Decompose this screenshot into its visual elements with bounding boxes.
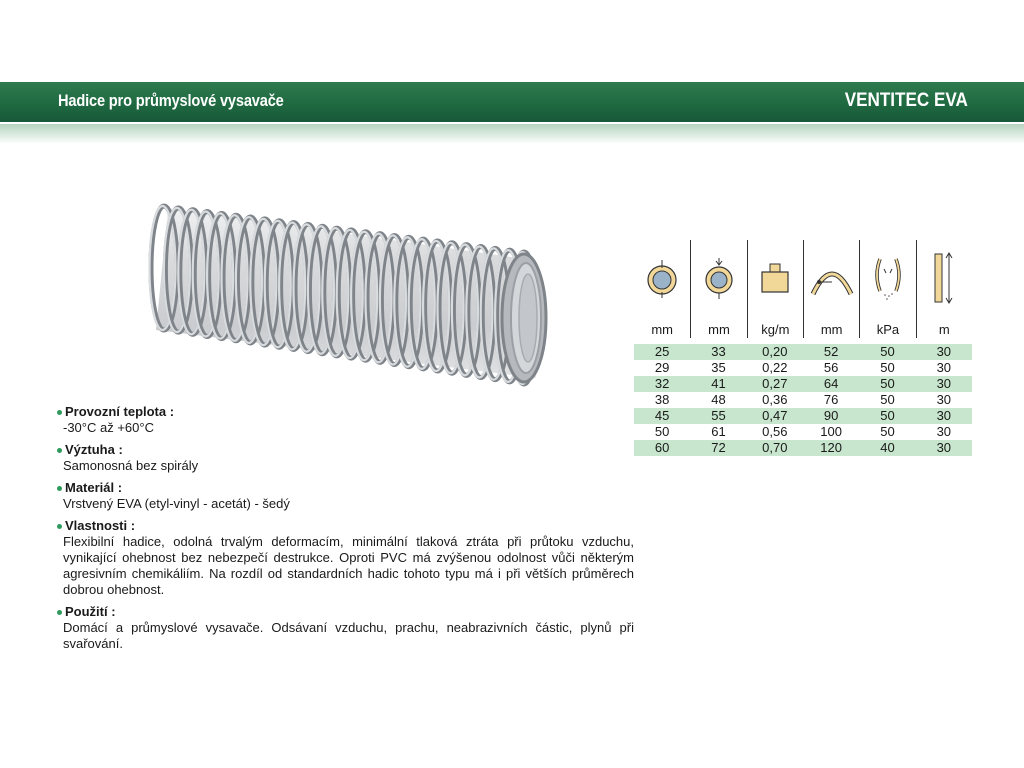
spec-text: Samonosná bez spirály	[63, 458, 199, 473]
table-row	[634, 360, 972, 376]
spec-text: Vrstvený EVA (etyl-vinyl - acetát) - šedý	[63, 496, 290, 511]
table-cell: 0,36	[762, 392, 788, 407]
table-row	[634, 392, 972, 408]
spec-label: Materiál :	[65, 480, 123, 495]
table-cell: 50	[880, 392, 895, 407]
spec-text: -30°C až +60°C	[63, 420, 154, 435]
unit-label: kg/m	[747, 316, 803, 338]
table-cell: 30	[936, 344, 952, 359]
spec-text: Flexibilní hadice, odolná trvalým deformacím, minimální tlaková ztráta při průtoku vzduchu, vynikající ohebnost bez nebezpečí destrukce. Oproti PVC má zvýšenou odolnost vůči některým agresivním chemikáliím. Na rozdíl od standardních hadic tohoto typu má i při větších průměrech dobrou ohebnost.	[63, 534, 634, 597]
bullet-icon	[57, 448, 62, 453]
bullet-icon	[57, 410, 62, 415]
table-cell: 30	[936, 376, 952, 391]
page-title: Hadice pro průmyslové vysavače	[58, 91, 284, 110]
unit-row	[634, 316, 972, 344]
table-cell: 30	[936, 440, 952, 455]
weight-icon	[755, 258, 795, 298]
table-cell: 50	[880, 424, 895, 439]
table-cell: 60	[654, 440, 670, 455]
inner-diameter-icon	[642, 258, 682, 298]
table-row	[634, 440, 972, 456]
unit-label: mm	[651, 322, 673, 337]
table-cell: 120	[820, 440, 842, 455]
table-cell: 25	[654, 344, 670, 359]
table-cell: 0,56	[762, 424, 788, 439]
spec-label: Výztuha :	[65, 442, 123, 457]
table-cell: 50	[880, 408, 895, 423]
bullet-icon	[57, 524, 62, 529]
header-underline	[0, 124, 1024, 144]
spec-properties	[58, 518, 634, 598]
table-cell: 61	[711, 424, 726, 439]
unit-label: mm	[803, 316, 859, 338]
outer-diameter-icon	[699, 256, 739, 300]
length-icon	[929, 248, 959, 308]
table-cell: 76	[823, 392, 839, 407]
dimension-table	[634, 240, 972, 456]
bullet-icon	[57, 486, 62, 491]
unit-label: kPa	[859, 316, 915, 338]
table-cell: 100	[820, 424, 842, 439]
table-cell: 30	[936, 408, 952, 423]
spec-text: Domácí a průmyslové vysavače. Odsávaní vzduchu, prachu, neabrazivních částic, plynů při svařování.	[63, 620, 634, 651]
table-cell: 0,20	[762, 344, 788, 359]
table-cell: 56	[823, 360, 839, 375]
table-cell: 48	[711, 392, 726, 407]
unit-label: mm	[690, 316, 746, 338]
product-name: VENTITEC EVA	[844, 90, 968, 111]
table-cell: 29	[654, 360, 670, 375]
unit-label: m	[916, 316, 972, 338]
table-cell: 40	[880, 440, 895, 455]
icon-row	[634, 240, 972, 316]
table-cell: 45	[654, 408, 670, 423]
table-cell: 32	[654, 376, 670, 391]
table-row	[634, 344, 972, 360]
header-bar	[0, 82, 1024, 122]
table-cell: 35	[711, 360, 726, 375]
table-cell: 90	[823, 408, 839, 423]
spec-label: Provozní teplota :	[65, 404, 175, 419]
table-row	[634, 408, 972, 424]
table-cell: 50	[880, 376, 895, 391]
table-cell: 0,47	[762, 408, 788, 423]
table-row	[634, 376, 972, 392]
spec-label: Vlastnosti :	[65, 518, 136, 533]
table-cell: 55	[711, 408, 726, 423]
table-cell: 50	[654, 424, 670, 439]
table-cell: 0,22	[762, 360, 788, 375]
table-row	[634, 424, 972, 440]
table-cell: 0,27	[762, 376, 788, 391]
table-cell: 41	[711, 376, 726, 391]
spec-usage	[58, 604, 634, 652]
table-cell: 50	[880, 344, 895, 359]
spec-label: Použití :	[65, 604, 116, 619]
specifications	[58, 404, 634, 658]
hose-image	[140, 190, 550, 400]
table-cell: 30	[936, 392, 952, 407]
vacuum-pressure-icon	[870, 255, 906, 301]
table-cell: 30	[936, 360, 952, 375]
table-cell: 0,70	[762, 440, 788, 455]
table-cell: 30	[936, 424, 952, 439]
spec-temperature	[58, 404, 634, 436]
table-cell: 33	[711, 344, 726, 359]
bullet-icon	[57, 610, 62, 615]
table-cell: 38	[654, 392, 670, 407]
table-cell: 72	[711, 440, 726, 455]
bend-radius-icon	[809, 258, 855, 298]
table-cell: 52	[823, 344, 839, 359]
table-cell: 64	[823, 376, 839, 391]
spec-reinforcement	[58, 442, 634, 474]
spec-material	[58, 480, 634, 512]
table-cell: 50	[880, 360, 895, 375]
